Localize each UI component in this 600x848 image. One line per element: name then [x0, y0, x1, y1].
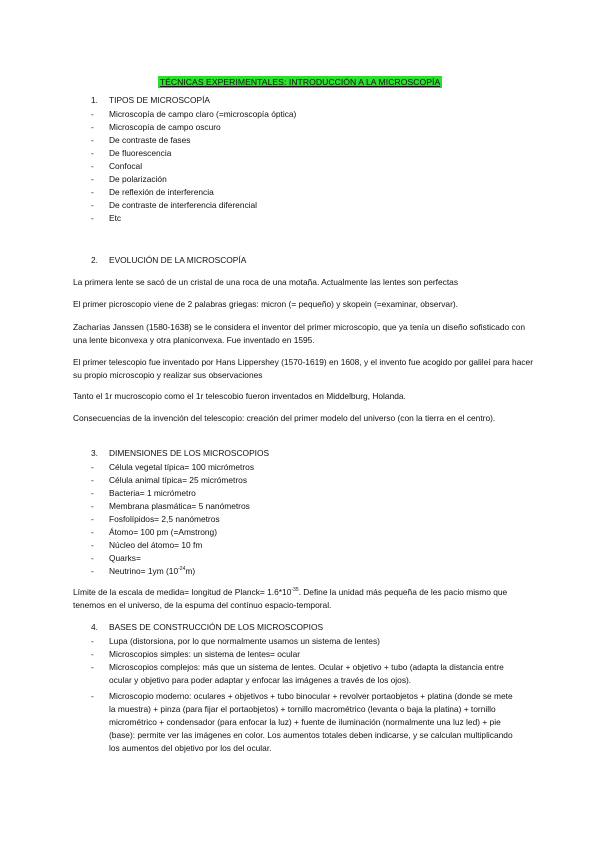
- section-1-list: [91, 108, 296, 225]
- list-item: - Microscopía de campo claro (=microscopía óptica): [91, 109, 297, 119]
- section-2-heading: [91, 255, 246, 265]
- list-item: - De polarización: [91, 174, 167, 184]
- section-3-list: [91, 461, 254, 578]
- paragraph: La primera lente se sacó de un cristal de una roca de una motaña. Actualmente las lentes son perfectas: [73, 277, 459, 287]
- list-item: - Microscopía de campo oscuro: [91, 122, 221, 132]
- list-item: - De reflexión de interferencia: [91, 187, 214, 197]
- list-item: - Bacteria= 1 micrómetro: [91, 488, 196, 498]
- list-item: - Microscopio moderno: oculares + objetivos + tubo binocular + revolver portaobjetos + platina (donde se mete la muestra) + pinza (para fijar el portaobjetos) + tornillo macrométrico (levanta o baja la platina) + tornillo micrométrico + condensador (para enfocar la luz) + fuente de iluminación (normalmente una luz led) + pie (base): permite ver las imágenes en color. Los aumentos totales deben indicarse, y se calculan multiplicando los aumentos del objetivo por los del ocular.: [91, 691, 513, 753]
- list-item: - Confocal: [91, 161, 143, 171]
- list-item: - Átomo= 100 pm (=Amstrong): [91, 527, 217, 537]
- paragraph: Consecuencias de la invención del telescopio: creación del primer modelo del universo (con la tierra en el centro).: [73, 413, 496, 423]
- planck-paragraph: Límite de la escala de medida= longitud de Planck= $1.6*10^{-35}$. Define la unidad más pequeña de les pacio mismo que tenemos en el universo, de la espuma del contínuo espacio-temporal.: [73, 587, 508, 610]
- paragraph: Zacharías Janssen (1580-1638) se le considera el inventor del primer microscopio, que ya tenía un diseño sofisticado con una lente biconvexa y otra planiconvexa. Fue inventado en 1595.: [73, 322, 526, 345]
- list-item: - De contraste de fases: [91, 135, 191, 145]
- list-item: - De contraste de interferencia diferencial: [91, 200, 258, 210]
- section-4-title: BASES DE CONSTRUCCIÓN DE LOS MICROSCOPIOS: [109, 622, 324, 632]
- section-3-heading: [91, 448, 269, 458]
- list-item: - Lupa (distorsiona, por lo que normalmente usamos un sistema de lentes): [91, 636, 380, 646]
- section-2-title: EVOLUCIÓN DE LA MICROSCOPÍA: [109, 255, 247, 265]
- list-item: - Célula vegetal típica= 100 micrómetros: [91, 462, 255, 472]
- section-2-number: 2.: [91, 255, 98, 265]
- section-3-number: 3.: [91, 448, 98, 458]
- list-item: - Microscopios simples: un sistema de lentes= ocular: [91, 649, 301, 659]
- section-1-heading: [91, 95, 210, 105]
- list-item: - De fluorescencia: [91, 148, 172, 158]
- section-4-number: 4.: [91, 622, 98, 632]
- exponent: -35: [291, 587, 299, 594]
- list-item: - Membrana plasmática= 5 nanómetros: [91, 501, 250, 511]
- page-title: TÉCNICAS EXPERIMENTALES: INTRODUCCIÓN A LA MICROSCOPÍA: [159, 77, 441, 87]
- exponent: -24: [178, 566, 186, 573]
- list-item: - Fosfolípidos= 2,5 nanómetros: [91, 514, 220, 524]
- section-1-number: 1.: [91, 95, 98, 105]
- section-4-heading: [91, 622, 323, 632]
- paragraph: Tanto el 1r mucroscopio como el 1r telescobio fueron inventados en Middelburg, Holanda.: [73, 391, 406, 401]
- list-item: - Célula animal típica= 25 micrómetros: [91, 475, 248, 485]
- paragraph: El primer picroscopio viene de 2 palabras griegas: micron (= pequeño) y skopein (=examinar, observar).: [73, 299, 458, 309]
- paragraph: El primer telescopio fue inventado por Hans Lippershey (1570-1619) en 1608, y el invento fue acogido por galileí para hacer su propio microscopio y realizar sus observaciones: [73, 357, 533, 380]
- list-item: - Etc: [91, 213, 122, 223]
- section-1-title: TIPOS DE MICROSCOPÍA: [109, 95, 210, 105]
- list-item: - Neutrino= 1ym $(10^{-24}m)$: [91, 566, 196, 576]
- list-item: - Quarks=: [91, 553, 141, 563]
- section-3-title: DIMENSIONES DE LOS MICROSCOPIOS: [109, 448, 270, 458]
- list-item: - Microscopios complejos: más que un sistema de lentes. Ocular + objetivo + tubo (adapta la distancia entre ocular y objetivo para poder adaptar y enfocar las imágenes a través de los ojos).: [91, 662, 504, 685]
- section-4-list: [91, 635, 521, 755]
- list-item: - Núcleo del átomo= 10 fm: [91, 540, 203, 550]
- title-container: [0, 72, 600, 90]
